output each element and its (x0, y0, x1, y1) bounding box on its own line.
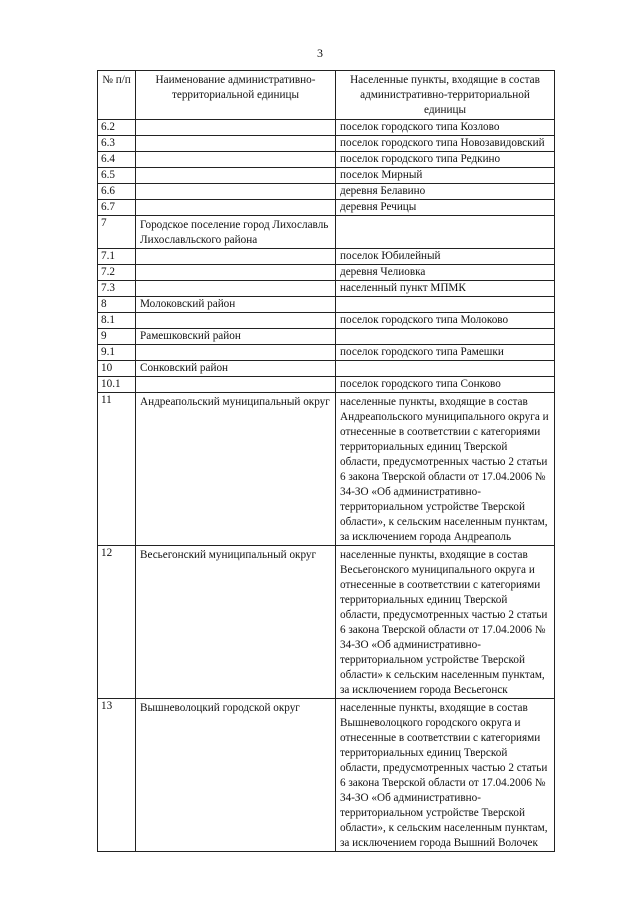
row-settlements: поселок городского типа Новозавидовский (336, 136, 555, 152)
table-row (98, 546, 555, 699)
row-unit-name: Андреапольский муниципальный округ (136, 393, 336, 546)
row-settlements: поселок Мирный (336, 168, 555, 184)
row-settlements: населенные пункты, входящие в состав Весьегонского муниципального округа и отнесенные в соответствии с категориями территориальных единиц Тверской области, предусмотренных частью 2 статьи 6 закона Тверской области от 17.04.2006 № 34-ЗО «Об административно-территориальном устройстве Тверской области» к сельским населенным пунктам, за исключением города Весьегонск (336, 546, 555, 699)
table-row (98, 168, 555, 184)
row-number: 9 (98, 329, 136, 345)
table-row (98, 281, 555, 297)
table-row (98, 361, 555, 377)
table-row (98, 120, 555, 136)
table-row (98, 136, 555, 152)
row-number: 7 (98, 216, 136, 249)
row-settlements: населенные пункты, входящие в состав Вышневолоцкого городского округа и отнесенные в соответствии с категориями территориальных единиц Тверской области, предусмотренных частью 2 статьи 6 закона Тверской области от 17.04.2006 № 34-ЗО «Об административно-территориальном устройстве Тверской области», к сельским населенным пунктам, за исключением города Вышний Волочек (336, 699, 555, 852)
row-unit-name (136, 200, 336, 216)
table-row (98, 184, 555, 200)
row-number: 7.1 (98, 249, 136, 265)
row-settlements: поселок городского типа Рамешки (336, 345, 555, 361)
row-number: 6.3 (98, 136, 136, 152)
header-number: № п/п (98, 71, 136, 120)
row-number: 8.1 (98, 313, 136, 329)
table-row (98, 345, 555, 361)
table-row (98, 216, 555, 249)
row-unit-name: Городское поселение город Лихославль Лихославльского района (136, 216, 336, 249)
row-unit-name (136, 281, 336, 297)
row-unit-name (136, 265, 336, 281)
row-settlements (336, 361, 555, 377)
row-number: 10 (98, 361, 136, 377)
row-settlements (336, 297, 555, 313)
row-number: 6.4 (98, 152, 136, 168)
row-number: 6.5 (98, 168, 136, 184)
table-row (98, 313, 555, 329)
row-unit-name (136, 120, 336, 136)
row-unit-name (136, 345, 336, 361)
row-settlements: населенный пункт МПМК (336, 281, 555, 297)
row-settlements: поселок городского типа Козлово (336, 120, 555, 136)
page-number: 3 (317, 46, 323, 60)
row-number: 8 (98, 297, 136, 313)
row-settlements: поселок городского типа Молоково (336, 313, 555, 329)
row-settlements: населенные пункты, входящие в состав Андреапольского муниципального округа и отнесенные в соответствии с категориями территориальных единиц Тверской области, предусмотренных частью 2 статьи 6 закона Тверской области от 17.04.2006 № 34-ЗО «Об административно-территориальном устройстве Тверской области», к сельским населенным пунктам, за исключением города Андреаполь (336, 393, 555, 546)
row-unit-name (136, 249, 336, 265)
row-number: 9.1 (98, 345, 136, 361)
row-number: 6.6 (98, 184, 136, 200)
header-unit-name: Наименование административно-территориальной единицы (136, 71, 336, 120)
table-row (98, 297, 555, 313)
row-unit-name (136, 152, 336, 168)
row-number: 10.1 (98, 377, 136, 393)
row-unit-name: Сонковский район (136, 361, 336, 377)
row-unit-name: Вышневолоцкий городской округ (136, 699, 336, 852)
row-unit-name (136, 168, 336, 184)
row-settlements: деревня Челиовка (336, 265, 555, 281)
row-settlements: поселок Юбилейный (336, 249, 555, 265)
row-number: 7.3 (98, 281, 136, 297)
row-unit-name: Молоковский район (136, 297, 336, 313)
row-unit-name (136, 136, 336, 152)
table-row (98, 152, 555, 168)
row-unit-name (136, 184, 336, 200)
row-settlements (336, 329, 555, 345)
row-number: 6.7 (98, 200, 136, 216)
row-unit-name (136, 377, 336, 393)
row-settlements (336, 216, 555, 249)
row-number: 6.2 (98, 120, 136, 136)
row-unit-name: Рамешковский район (136, 329, 336, 345)
table-row (98, 377, 555, 393)
row-settlements: поселок городского типа Редкино (336, 152, 555, 168)
table-row (98, 699, 555, 852)
table-row (98, 329, 555, 345)
row-number: 12 (98, 546, 136, 699)
row-number: 13 (98, 699, 136, 852)
row-settlements: деревня Белавино (336, 184, 555, 200)
table-row (98, 265, 555, 281)
table-row (98, 200, 555, 216)
settlements-table (97, 70, 555, 852)
table-header-row (98, 71, 555, 120)
row-number: 11 (98, 393, 136, 546)
table-row (98, 249, 555, 265)
row-settlements: деревня Речицы (336, 200, 555, 216)
row-unit-name (136, 313, 336, 329)
header-settlements: Населенные пункты, входящие в состав административно-территориальной единицы (336, 71, 555, 120)
row-number: 7.2 (98, 265, 136, 281)
row-settlements: поселок городского типа Сонково (336, 377, 555, 393)
row-unit-name: Весьегонский муниципальный округ (136, 546, 336, 699)
table-row (98, 393, 555, 546)
